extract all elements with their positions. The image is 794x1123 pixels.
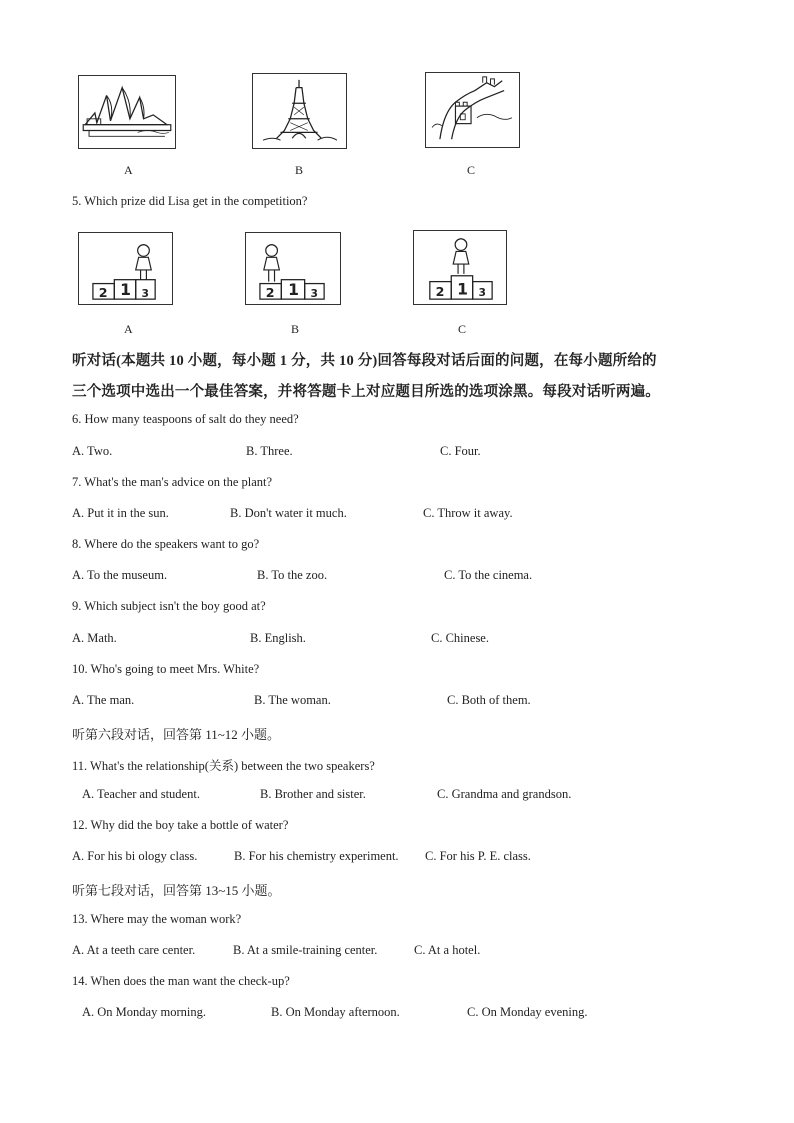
q8-option-a: A. To the museum. (72, 568, 168, 582)
opera-house-icon (78, 75, 176, 149)
great-wall-icon (425, 72, 520, 148)
q12-option-a: A. For his bi ology class. (72, 849, 198, 863)
q11-question: 11. What's the relationship(关系) between the two speakers? (72, 759, 375, 773)
q13-option-a: A. At a teeth care center. (72, 943, 196, 957)
q10-option-b: B. The woman. (254, 693, 331, 707)
q13-option-b: B. At a smile-training center. (233, 943, 378, 957)
q14-option-b: B. On Monday afternoon. (271, 1005, 400, 1019)
podium-number: 3 (141, 287, 149, 301)
podium-girl-on-second-icon (245, 232, 341, 305)
podium-number: 2 (98, 285, 108, 301)
q5-label-a: A (124, 322, 133, 336)
q5-question: 5. Which prize did Lisa get in the competition? (72, 194, 308, 208)
q8-option-b: B. To the zoo. (257, 568, 328, 582)
q5-label-c: C (458, 322, 467, 336)
q10-option-a: A. The man. (72, 693, 135, 707)
q10-question: 10. Who's going to meet Mrs. White? (72, 662, 260, 676)
q13-option-c: C. At a hotel. (414, 943, 481, 957)
q9-question: 9. Which subject isn't the boy good at? (72, 599, 266, 613)
q12-option-c: C. For his P. E. class. (425, 849, 531, 863)
q4-label-c: C (467, 163, 476, 177)
q14-question: 14. When does the man want the check-up? (72, 974, 290, 988)
podium-number: 3 (478, 286, 486, 300)
q6-option-c: C. Four. (440, 444, 481, 458)
q7-option-b: B. Don't water it much. (230, 506, 347, 520)
podium-girl-on-first-icon (78, 232, 173, 305)
q8-option-c: C. To the cinema. (444, 568, 533, 582)
q7-question: 7. What's the man's advice on the plant? (72, 475, 273, 489)
q5-label-b: B (291, 322, 300, 336)
podium-number: 3 (310, 287, 318, 301)
q4-label-a: A (124, 163, 133, 177)
q12-question: 12. Why did the boy take a bottle of water? (72, 818, 289, 832)
section-instruction-line2: 三个选项中选出一个最佳答案，并将答题卡上对应题目所选的选项涂黑。每段对话听两遍。 (72, 384, 660, 400)
seventh-dialogue-note: 听第七段对话，回答第 13~15 小题。 (72, 883, 281, 898)
q8-question: 8. Where do the speakers want to go? (72, 537, 260, 551)
q13-question: 13. Where may the woman work? (72, 912, 242, 926)
q14-option-c: C. On Monday evening. (467, 1005, 588, 1019)
podium-number: 2 (435, 284, 445, 300)
q6-option-a: A. Two. (72, 444, 113, 458)
section-instruction-line1: 听对话(本题共 10 小题，每小题 1 分，共 10 分)回答每段对话后面的问题，在每小题所给的 (72, 353, 657, 369)
podium-girl-on-first-center-icon (413, 230, 507, 305)
q9-option-c: C. Chinese. (431, 631, 489, 645)
q4-label-b: B (295, 163, 304, 177)
q6-option-b: B. Three. (246, 444, 293, 458)
q12-option-b: B. For his chemistry experiment. (234, 849, 399, 863)
podium-number: 1 (120, 281, 131, 300)
podium-number: 1 (288, 281, 299, 300)
q9-option-b: B. English. (250, 631, 306, 645)
q7-option-c: C. Throw it away. (423, 506, 513, 520)
q11-option-a: A. Teacher and student. (82, 787, 200, 801)
eiffel-tower-icon (252, 73, 347, 149)
q10-option-c: C. Both of them. (447, 693, 531, 707)
podium-number: 1 (457, 280, 468, 299)
q14-option-a: A. On Monday morning. (82, 1005, 206, 1019)
q11-option-c: C. Grandma and grandson. (437, 787, 572, 801)
q9-option-a: A. Math. (72, 631, 117, 645)
q7-option-a: A. Put it in the sun. (72, 506, 169, 520)
sixth-dialogue-note: 听第六段对话，回答第 11~12 小题。 (72, 727, 281, 742)
podium-number: 2 (265, 285, 275, 301)
q6-question: 6. How many teaspoons of salt do they need? (72, 412, 299, 426)
q11-option-b: B. Brother and sister. (260, 787, 366, 801)
